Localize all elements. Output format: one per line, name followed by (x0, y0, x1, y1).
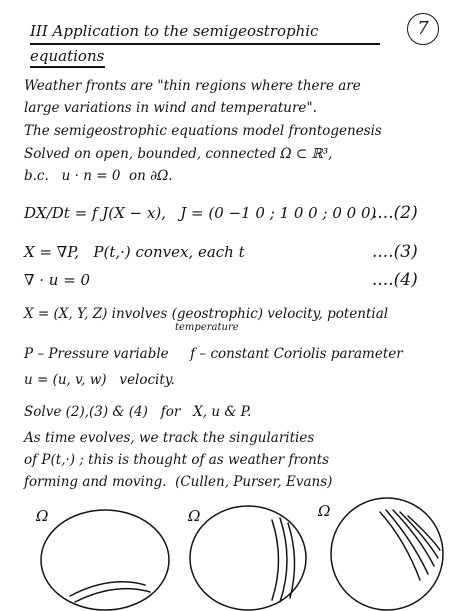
equation-2-number: ....(2) (372, 203, 418, 223)
track-line-1: As time evolves, we track the singularities (24, 430, 315, 446)
text-line-1: Weather fronts are "thin regions where there are (24, 78, 361, 94)
text-line-4: Solved on open, bounded, connected Ω ⊂ ℝ³, (24, 146, 333, 162)
solve-line: Solve (2),(3) & (4) for X, u & P. (24, 404, 252, 420)
equation-3: X = ∇P, P(t,·) convex, each t (24, 243, 245, 261)
p-definition: P – Pressure variable f – constant Coriolis parameter (24, 346, 403, 362)
text-line-5: b.c. u · n = 0 on ∂Ω. (24, 168, 173, 184)
front-curve-2c (288, 523, 295, 598)
equation-4: ∇ · u = 0 (24, 271, 91, 289)
text-line-2: large variations in wind and temperature". (24, 100, 317, 116)
domain-circle-1 (41, 510, 169, 610)
omega-label-2: Ω (188, 507, 201, 525)
u-definition: u = (u, v, w) velocity. (24, 372, 175, 388)
front-curve-2b (280, 518, 287, 602)
track-line-2: of P(t,·) ; this is thought of as weather fronts (24, 452, 330, 468)
x-definition: X = (X, Y, Z) involves (geostrophic) velocity, potential (24, 306, 389, 322)
equation-3-number: ....(3) (372, 242, 418, 262)
front-curve-2a (272, 520, 279, 600)
omega-label-3: Ω (318, 502, 331, 520)
domain-circle-2 (190, 506, 306, 610)
x-definition-continued: temperature (175, 322, 239, 333)
text-line-3: The semigeostrophic equations model frontogenesis (24, 123, 382, 139)
page-number-circle: 7 (407, 13, 439, 45)
equation-2: DX/Dt = f J(X − x), J = (0 −1 0 ; 1 0 0 ; 0 0 0) (24, 204, 377, 222)
domain-circle-3 (331, 498, 443, 610)
equation-4-number: ....(4) (372, 270, 418, 290)
track-line-3: forming and moving. (Cullen, Purser, Evans) (24, 474, 333, 490)
front-curve-1b (75, 589, 150, 602)
section-title-continued: equations (30, 47, 105, 65)
section-title: III Application to the semigeostrophic (30, 22, 319, 40)
omega-label-1: Ω (36, 507, 49, 525)
